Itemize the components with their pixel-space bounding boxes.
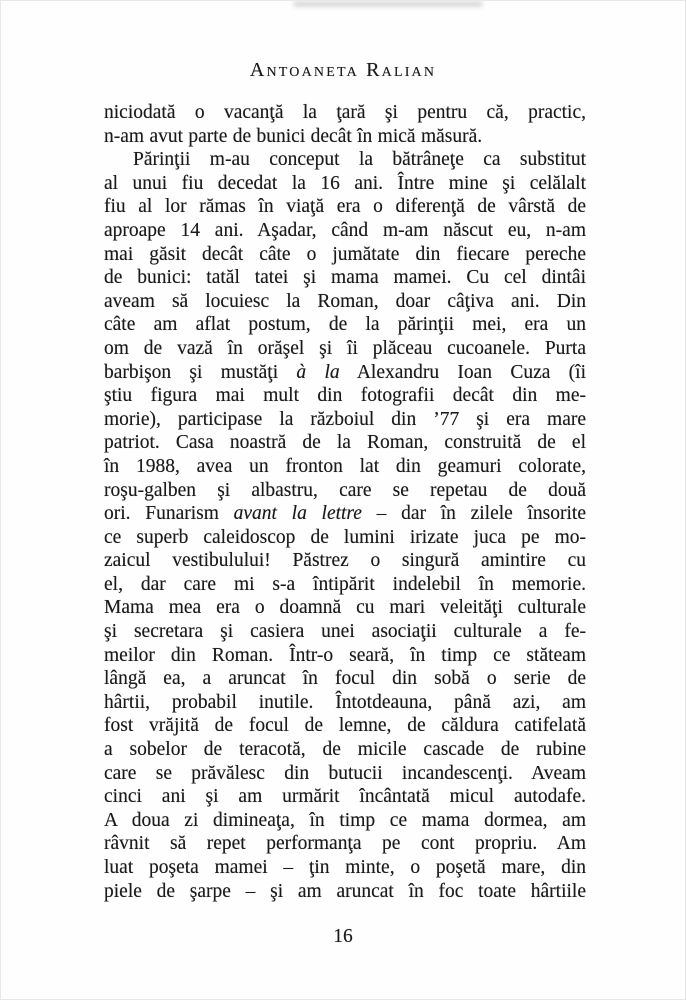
text-line <box>104 266 586 290</box>
text-segment: ce superb caleidoscop de lumini irizate juca pe mo- <box>104 526 586 548</box>
text-line <box>104 667 586 691</box>
scan-artifact <box>293 1 483 7</box>
text-segment: el, dar care mi s-a întipărit indelebil în memorie. <box>104 573 586 595</box>
text-line <box>104 880 586 904</box>
text-segment: a sobelor de teracotă, de micile cascade de rubine <box>104 739 586 761</box>
text-line <box>104 856 586 880</box>
text-segment: – dar în zilele însorite <box>361 503 586 525</box>
text-line <box>104 549 586 573</box>
text-segment: luat poşeta mamei – ţin minte, o poşetă mare, din <box>104 857 586 878</box>
text-segment: râvnit să repet performanţa pe cont propriu. Am <box>104 833 586 855</box>
body-text <box>104 101 586 903</box>
italic-text-segment: à la <box>296 361 340 383</box>
text-segment: şi secretara şi casiera unei asociaţii culturale a fe- <box>104 621 586 643</box>
text-line <box>104 738 586 762</box>
text-line <box>104 313 586 337</box>
text-line <box>104 620 586 644</box>
text-line <box>104 243 586 267</box>
text-line <box>104 384 586 408</box>
text-segment: aveam să locuiesc la Roman, doar câţiva ani. Din <box>104 290 586 312</box>
text-segment: morie), participase la războiul din ’77 şi era mare <box>104 408 586 430</box>
text-segment: ştiu figura mai mult din fotografii decât din me- <box>104 385 586 407</box>
text-segment: fiu al lor rămas în viaţă era o diferenţă de vârstă de <box>104 196 586 218</box>
text-segment: meilor din Roman. Într-o seară, în timp ce stăteam <box>104 644 586 666</box>
text-line <box>104 148 586 172</box>
text-segment: cinci ani şi am urmărit încântată micul autodafe. <box>104 786 586 808</box>
text-line <box>104 361 586 385</box>
text-line <box>104 195 586 219</box>
text-line <box>104 573 586 597</box>
text-segment: A doua zi dimineaţa, în timp ce mama dormea, am <box>104 809 586 831</box>
italic-text-segment: avant la lettre <box>233 503 362 525</box>
text-line <box>104 502 586 526</box>
text-line <box>104 290 586 314</box>
text-segment: aproape 14 ani. Aşadar, când m-am născut eu, n-am <box>104 219 586 241</box>
text-line <box>104 455 586 479</box>
text-segment: barbişon şi mustăţi <box>104 361 297 383</box>
text-segment: piele de şarpe – şi am aruncat în foc toate hârtiile <box>104 880 586 902</box>
text-segment: ori. Funarism <box>104 503 234 525</box>
text-segment: Alexandru Ioan Cuza (îi <box>339 361 587 383</box>
text-segment: fost vrăjită de focul de lemne, de căldura catifelată <box>104 715 586 737</box>
text-segment: hârtii, probabil inutile. Întotdeauna, până azi, am <box>104 691 586 713</box>
text-segment: zaicul vestibulului! Păstrez o singură amintire cu <box>104 550 586 572</box>
text-segment: Mama mea era o doamnă cu mari veleităţi culturale <box>104 597 586 619</box>
text-line <box>104 832 586 856</box>
text-segment: al unui fiu decedat la 16 ani. Între mine şi celălalt <box>104 172 586 194</box>
text-segment: roşu-galben şi albastru, care se repetau de două <box>104 479 586 501</box>
text-line <box>104 596 586 620</box>
text-segment: câte am aflat postum, de la părinţii mei, era un <box>104 314 586 336</box>
text-line <box>104 219 586 243</box>
page-number: 16 <box>333 926 353 947</box>
text-segment: în 1988, avea un fronton lat din geamuri colorate, <box>104 455 586 477</box>
text-line <box>104 125 586 149</box>
text-segment: lângă ea, a aruncat în focul din sobă o serie de <box>104 668 586 690</box>
text-line <box>104 714 586 738</box>
text-line <box>104 644 586 668</box>
running-header: Antoaneta Ralian <box>249 59 437 81</box>
text-segment: mai găsit decât câte o jumătate din fiecare pereche <box>104 243 586 265</box>
text-segment: om de vază în orăşel şi îi plăceau cucoanele. Purta <box>104 337 586 359</box>
text-line <box>104 809 586 833</box>
text-line <box>104 431 586 455</box>
text-segment: niciodată o vacanţă la ţară şi pentru că, practic, <box>104 102 586 123</box>
text-segment: care se prăvălesc din butucii incandescenţi. Aveam <box>104 762 586 784</box>
text-segment: n-am avut parte de bunici decât în mică măsură. <box>104 125 483 147</box>
text-line <box>104 762 586 786</box>
text-line <box>104 408 586 432</box>
text-line <box>104 526 586 550</box>
text-segment: de bunici: tatăl tatei şi mama mamei. Cu cel dintâi <box>104 267 586 289</box>
text-line <box>104 101 586 125</box>
text-line <box>104 337 586 361</box>
text-line <box>104 785 586 809</box>
text-segment: patriot. Casa noastră de la Roman, construită de el <box>104 432 586 454</box>
text-segment: Părinţii m-au conceput la bătrâneţe ca substitut <box>133 149 586 171</box>
text-line <box>104 479 586 503</box>
text-line <box>104 691 586 715</box>
text-line <box>104 172 586 196</box>
